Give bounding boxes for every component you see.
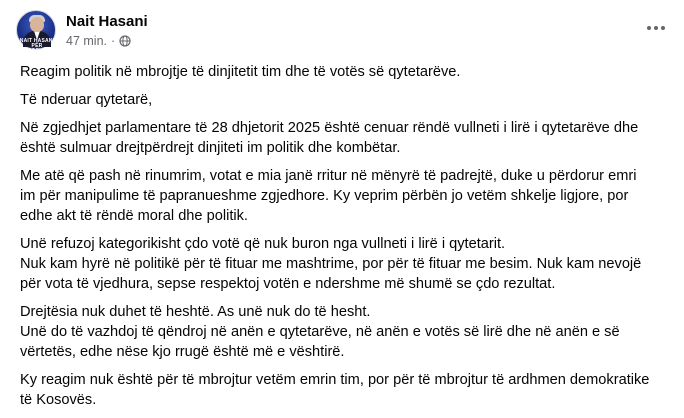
post-paragraph: Të nderuar qytetarë,: [20, 92, 153, 108]
avatar-face: [30, 17, 44, 32]
post-paragraph: Reagim politik në mbrojtje të dinjitetit tim dhe të votës së qytetarëve.: [20, 64, 461, 80]
post-timestamp[interactable]: 47 min.: [66, 34, 107, 48]
post-meta: [66, 34, 131, 48]
post-paragraph: Me atë që pash në rinumrim, votat e mia janë rritur në mënyrë të padrejtë, duke u përdorur emri im për manipulime të papranueshme zgjedhore. Ky veprim përbën jo vetëm shkelje ligjore, por edhe akt të rëndë moral dhe politik.: [20, 168, 637, 224]
globe-icon[interactable]: [119, 35, 131, 47]
post-paragraph: Drejtësia nuk duhet të heshtë. As unë nuk do të hesht. Unë do të vazhdoj të qëndroj në anën e qytetarëve, në anën e votës së lirë dhe në anën e së vërtetës, edhe nëse kjo rrugë është më e vështirë.: [20, 304, 620, 360]
more-options-button[interactable]: [644, 18, 668, 38]
post-body: [20, 62, 672, 418]
post-paragraph: Unë refuzoj kategorikisht çdo votë që nuk buron nga vullneti i lirë i qytetarit. Nuk kam hyrë në politikë për të fituar me mashtrime, por për të fituar me besim. Nuk kam nevojë për vota të vjedhura, sepse respektoj votën e ndershme më shumë se çdo rezultat.: [20, 236, 642, 292]
avatar-caption: NAIT HASANI PËR KOSOVËN: [19, 38, 55, 54]
post-paragraph: Në zgjedhjet parlamentare të 28 dhjetorit 2025 është cenuar rëndë vullneti i lirë i qytetarëve dhe është sulmuar drejtpërdrejt dinjiteti im politik dhe kombëtar.: [20, 120, 639, 156]
meta-separator: ·: [111, 34, 116, 48]
post-header: [16, 10, 668, 54]
author-name[interactable]: Nait Hasani: [66, 13, 148, 30]
more-horizontal-icon: [647, 26, 665, 30]
post-paragraph: Ky reagim nuk është për të mbrojtur vetëm emrin tim, por për të mbrojtur të ardhmen demokratike të Kosovës.: [20, 372, 650, 408]
avatar[interactable]: [16, 10, 56, 54]
